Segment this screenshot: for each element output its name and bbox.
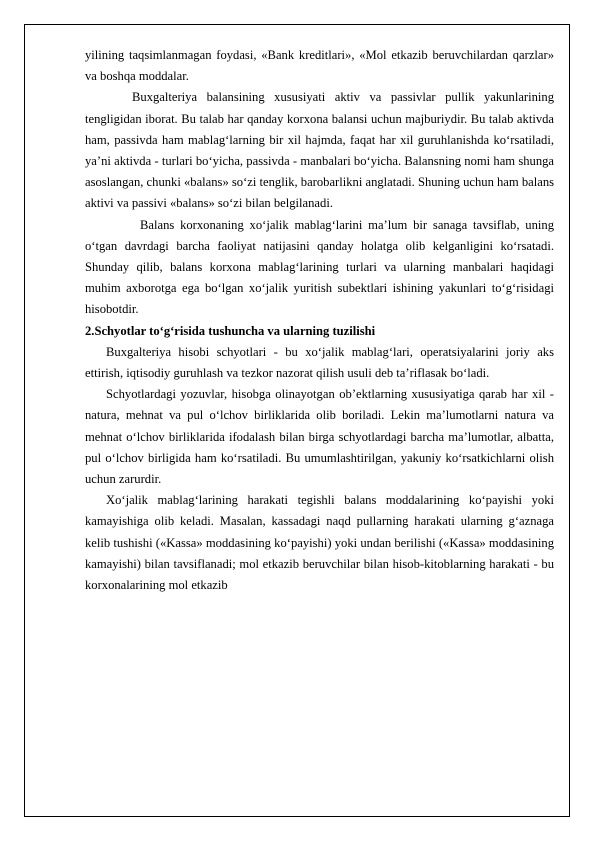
paragraph-balance-definition: Balans korxonaning xo‘jalik mablag‘larini ma’lum bir sanaga tavsiflab, uning o‘tgan davrdagi barcha faoliyat natijasini qanday holatga olib kelganligini ko‘rsatadi. Shunday qilib, balans korxona mablag‘larining turlari va ularning manbalari haqidagi muhim axborotga ega bo‘lgan xo‘jalik yuritish subektlari ishining yakunlari to‘g‘risidagi hisobotdir. [85, 217, 554, 317]
paragraph-funds-movement: Xo‘jalik mablag‘larining harakati tegishli balans moddalarining ko‘payishi yoki kamayishiga olib keladi. Masalan, kassadagi naqd pullarning harakati ularning g‘aznaga kelib tushishi («Kassa» moddasining ko‘payishi) yoki undan berilishi («Kassa» moddasining kamayishi) bilan tavsiflanadi; mol etkazib beruvchilar bilan hisob-kitoblarning harakati - bu korxonalarining mol etkazib [85, 493, 554, 593]
paragraph-balance-feature: Buxgalteriya balansining xususiyati aktiv va passivlar pullik yakunlarining tengligidan iborat. Bu talab har qanday korxona balansi uchun majburiydir. Bu talab aktivda ham, passivda ham mablag‘larning bir xil hajmda, faqat har xil guruhlanishda ko‘rsatiladi, ya’ni aktivda - turlari bo‘yicha, passivda - manbalari bo‘yicha. Balansning nomi ham shunga asoslangan, chunki «balans» so‘zi tenglik, barobarlikni anglatadi. Shuning uchun ham balans aktivi va passivi «balans» so‘zi bilan belgilanadi. [85, 90, 555, 211]
paragraph-accounts-definition: Buxgalteriya hisobi schyotlari - bu xo‘jalik mablag‘lari, operatsiyalarini joriy aks ettirish, iqtisodiy guruhlash va tezkor nazorat qilish usuli deb ta’riflasak bo‘ladi. [85, 344, 554, 381]
paragraph-accounts-units: Schyotlardagi yozuvlar, hisobga olinayotgan ob’ektlarning xususiyatiga qarab har xil - natura, mehnat va pul o‘lchov birliklarida olib boriladi. Lekin ma’lumotlarni natura va mehnat o‘lchov birliklarida ifodalash bilan birga schyotlardagi barcha ma’lumotlar, albatta, pul o‘lchov birligida ham ko‘rsatiladi. Bu umumlashtirilgan, yakuniy ko‘rsatkichlarni olish uchun zarurdir. [85, 387, 554, 487]
paragraph-continued: yilining taqsimlanmagan foydasi, «Bank kreditlari», «Mol etkazib beruvchilardan qarzlar» va boshqa moddalar. [85, 48, 554, 84]
section-heading: 2.Schyotlar to‘g‘risida tushuncha va ularning tuzilishi [85, 323, 376, 338]
document-body [85, 45, 554, 596]
